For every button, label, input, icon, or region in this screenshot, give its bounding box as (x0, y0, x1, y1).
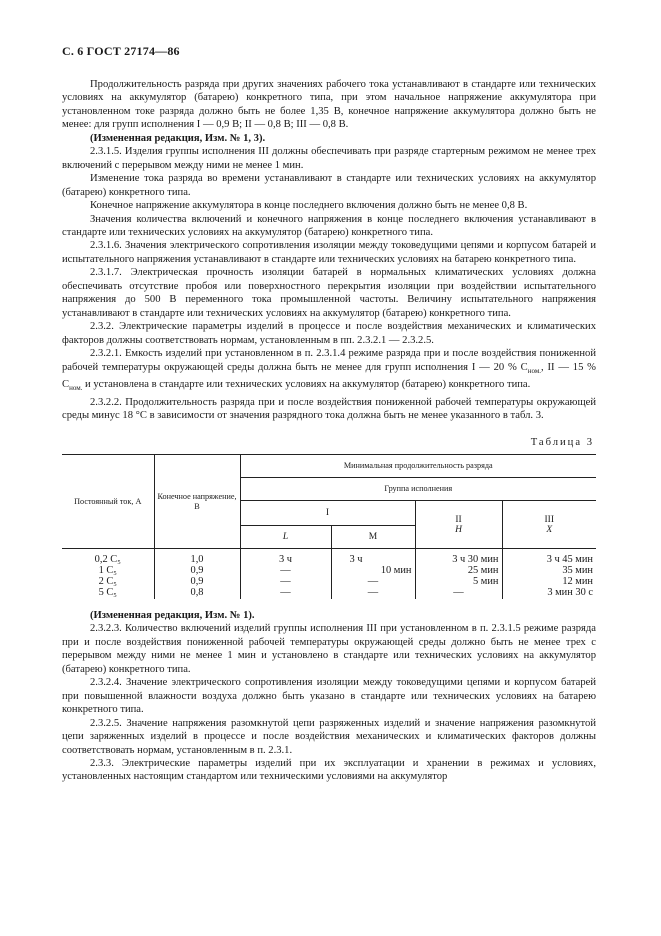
col-current-header: Постоянный ток, А (62, 455, 154, 549)
table-3 (62, 454, 596, 599)
group-II-header: II Н (415, 501, 502, 549)
paragraph: Продолжительность разряда при других значениях рабочего тока устанавливают в стандарте или технических условиях на аккумулятор (батарею) конкретного типа, при этом начальное напряжение аккумулятора при установленном токе разряда должно быть не более 1,35 В, конечное напряжение аккумулятора должно быть не менее: для групп исполнения I — 0,9 В; II — 0,8 В; III — 0,8 В. (62, 79, 596, 131)
paragraph: Значения количества включений и конечного напряжения в конце последнего включения устанавливают в стандарте или технических условиях на аккумулятор (батарею) конкретного типа. (62, 213, 596, 238)
paragraph: 2.3.2. Электрические параметры изделий в процессе и после воздействия механических и климатических факторов должны соответствовать нормам, установленным в пп. 2.3.2.1 — 2.3.2.5. (62, 321, 596, 346)
edit-note: (Измененная редакция, Изм. № 1, 3). (90, 132, 266, 144)
paragraph: 2.3.1.7. Электрическая прочность изоляции батарей в нормальных климатических условиях должна обеспечивать отсутствие пробоя или поверхностного перекрытия изоляции при воздействии испытательного напряжения до 500 В переменного тока промышленной частоты. Величину испытательного напряжения устанавливают в стандарте или технических условиях на аккумулятор (батарею) конкретного типа. (62, 267, 596, 319)
col-voltage-header: Конечное напряжение, В (154, 455, 240, 549)
paragraph: 2.3.2.3. Количество включений изделий группы исполнения III при установленном в п. 2.3.1.5 режиме разряда при и после воздействия пониженной рабочей температуры окружающей среды должно быть не менее трех с перерывом между ними не менее 1 мин и установлено в стандарте или технических условиях на аккумулятор (батарею) конкретного типа. (62, 623, 596, 675)
paragraph: 2.3.2.2. Продолжительность разряда при и после воздействия пониженной рабочей температуры окружающей среды минус 18 °С в зависимости от значения разрядного тока должна быть не менее указанного в табл. 3. (62, 396, 596, 422)
col-group-header: Группа исполнения (240, 478, 596, 501)
edit-note: (Измененная редакция, Изм. № 1). (90, 610, 255, 621)
group-I-header: I (240, 501, 415, 526)
table-row: 2 C₅ 0,9 — — 5 мин 12 мин (62, 576, 596, 587)
paragraph: 2.3.2.4. Значение электрического сопротивления изоляции между токоведущими цепями и корпусом батарей при повышенной влажности воздуха должно быть указано в стандарте или технических условиях на батарею конкретного типа. (62, 677, 596, 716)
table-caption: Таблица 3 (530, 436, 594, 448)
table-row: 1 C₅ 0,9 — 10 мин 25 мин 35 мин (62, 565, 596, 576)
table-row: 0,2 C₅ 1,0 3 ч 3 ч 3 ч 30 мин 3 ч 45 мин (62, 549, 596, 566)
paragraph: 2.3.1.6. Значения электрического сопротивления изоляции между токоведущими цепями и корпусом батарей и испытательного напряжения устанавливают в стандарте или технических условиях на батарею конкретного типа. (62, 240, 596, 265)
paragraph: 2.3.2.5. Значение напряжения разомкнутой цепи разряженных изделий и значение напряжения разомкнутой цепи заряженных изделий в процессе и после воздействия механических и климатических факторов должны соответствовать нормам, установленным в п. 2.3.1. (62, 717, 596, 756)
paragraph: Конечное напряжение аккумулятора в конце последнего включения должно быть не менее 0,8 В. (90, 200, 528, 212)
paragraph: Изменение тока разряда во времени устанавливают в стандарте или технических условиях на аккумулятор (батарею) конкретного типа. (62, 173, 596, 198)
paragraph-2321: 2.3.2.1. Емкость изделий при установленном в п. 2.3.1.4 режиме разряда при и после воздействия пониженной рабочей температуры окружающей среды должна быть не менее для групп исполнения I — 20 % $C_{ном.}$, II — 15 % $C_{ном.}$ и установлена в стандарте или технических условиях на аккумулятор (батарею) конкретного типа. (62, 348, 597, 393)
page-header: С. 6 ГОСТ 27174—86 (62, 44, 180, 58)
table-row: 5 C₅ 0,8 — — — 3 мин 30 с (62, 587, 596, 599)
col-duration-header: Минимальная продолжительность разряда (240, 455, 596, 478)
sub-L-header: L (240, 526, 331, 549)
paragraph: 2.3.1.5. Изделия группы исполнения III должны обеспечивать при разряде стартерным режимом не менее трех включений с перерывом между ними не менее 1 мин. (62, 146, 596, 171)
document-body (62, 78, 596, 784)
sub-M-header: М (331, 526, 415, 549)
paragraph: 2.3.3. Электрические параметры изделий при их эксплуатации и хранении в режимах и условиях, установленных настоящим стандартом или техническими условиями на аккумулятор (62, 757, 596, 783)
group-III-header: III Х (502, 501, 596, 549)
